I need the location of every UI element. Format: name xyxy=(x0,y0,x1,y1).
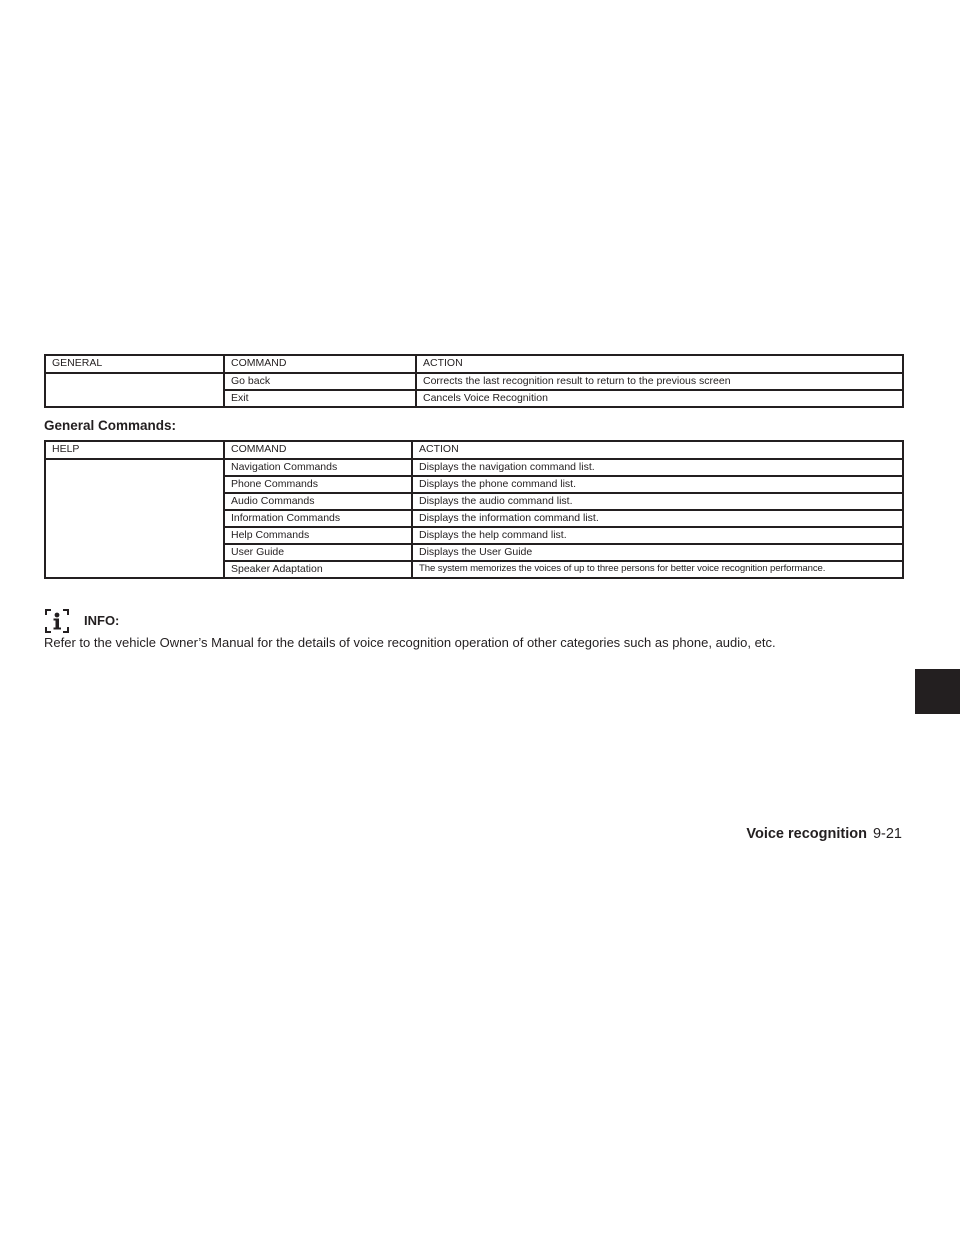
category-cell xyxy=(45,373,224,407)
header-action: ACTION xyxy=(416,355,903,373)
general-commands-table xyxy=(44,354,904,408)
table-header-row xyxy=(45,441,903,459)
action-cell: The system memorizes the voices of up to three persons for better voice recognition performance. xyxy=(412,561,903,578)
command-cell: Help Commands xyxy=(224,527,412,544)
table-header-row xyxy=(45,355,903,373)
page-footer xyxy=(746,826,902,842)
action-cell: Displays the User Guide xyxy=(412,544,903,561)
table-row xyxy=(45,373,903,390)
command-cell: Go back xyxy=(224,373,416,390)
action-cell: Displays the audio command list. xyxy=(412,493,903,510)
command-cell: Navigation Commands xyxy=(224,459,412,476)
section-title: General Commands: xyxy=(44,418,177,433)
command-cell: Information Commands xyxy=(224,510,412,527)
command-cell: Phone Commands xyxy=(224,476,412,493)
action-cell: Displays the information command list. xyxy=(412,510,903,527)
action-cell: Displays the phone command list. xyxy=(412,476,903,493)
header-action: ACTION xyxy=(412,441,903,459)
footer-section-title: Voice recognition xyxy=(746,826,867,842)
page-number: 9-21 xyxy=(872,826,902,842)
action-cell: Displays the help command list. xyxy=(412,527,903,544)
info-text: Refer to the vehicle Owner’s Manual for the details of voice recognition operation of other categories such as phone, audio, etc. xyxy=(44,635,776,650)
command-cell: Audio Commands xyxy=(224,493,412,510)
command-cell: Exit xyxy=(224,390,416,407)
header-command: COMMAND xyxy=(224,441,412,459)
action-cell: Corrects the last recognition result to return to the previous screen xyxy=(416,373,903,390)
category-cell xyxy=(45,459,224,578)
table-row xyxy=(45,459,903,476)
info-icon xyxy=(44,608,70,634)
info-label: INFO: xyxy=(84,613,120,628)
command-cell: Speaker Adaptation xyxy=(224,561,412,578)
header-help: HELP xyxy=(45,441,224,459)
command-cell: User Guide xyxy=(224,544,412,561)
header-command: COMMAND xyxy=(224,355,416,373)
header-general: GENERAL xyxy=(45,355,224,373)
action-cell: Cancels Voice Recognition xyxy=(416,390,903,407)
help-commands-table xyxy=(44,440,904,579)
section-tab-marker xyxy=(915,669,960,714)
action-cell: Displays the navigation command list. xyxy=(412,459,903,476)
